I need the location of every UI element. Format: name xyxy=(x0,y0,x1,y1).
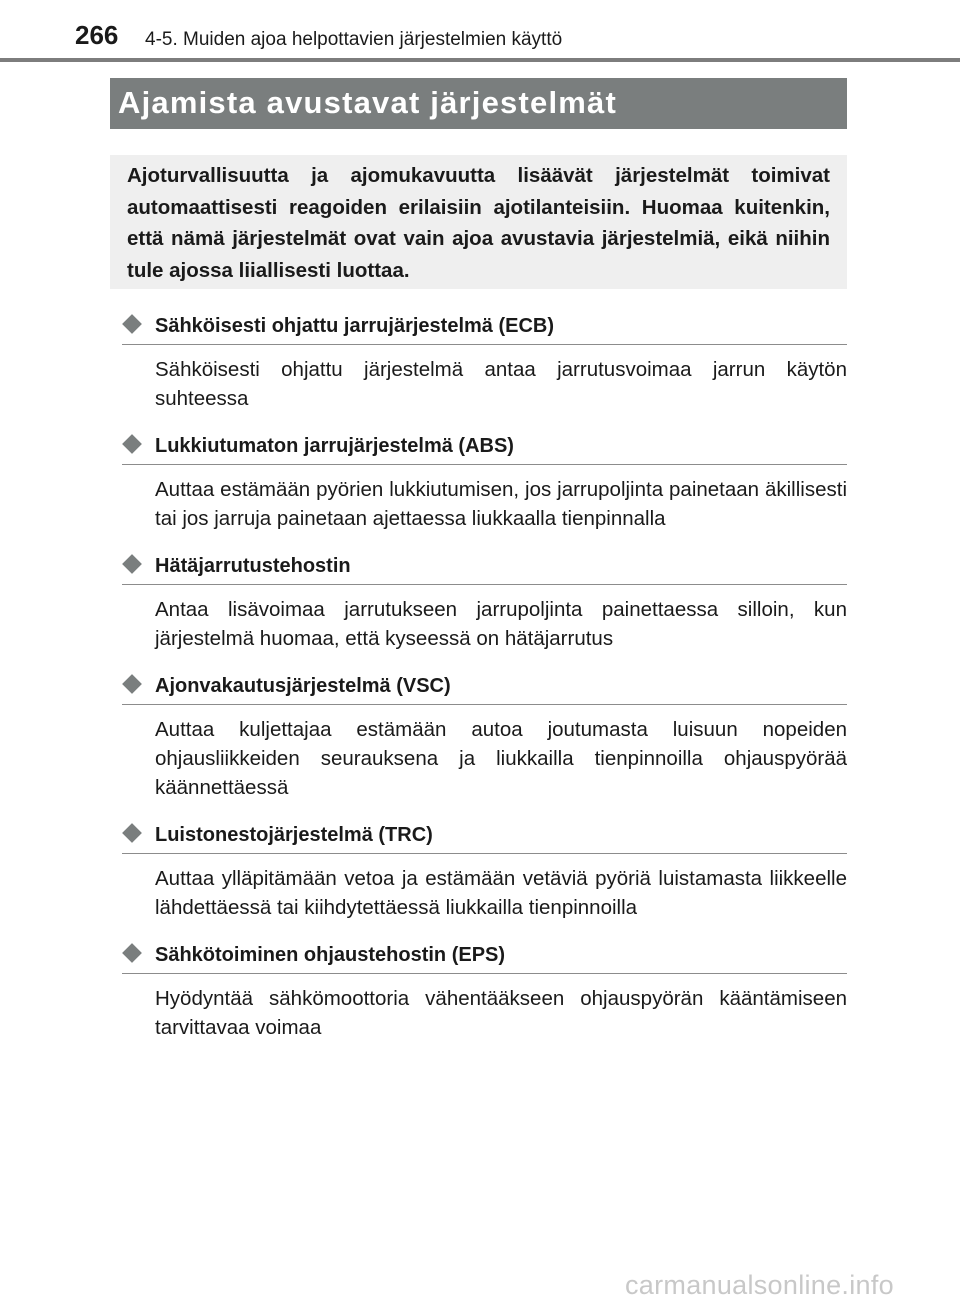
feature-description: Antaa lisävoimaa jarrutukseen jarrupoljinta painettaessa silloin, kun järjestelmä huomaa, että kyseessä on hätäjarrutus xyxy=(155,598,847,650)
feature-description: Sähköisesti ohjattu järjestelmä antaa jarrutusvoimaa jarrun käytön suhteessa xyxy=(155,358,847,410)
feature-item xyxy=(122,430,847,533)
intro-text: Ajoturvallisuutta ja ajomukavuutta lisäävät järjestelmät toimivat automaattisesti reagoiden erilaisiin ajotilanteisiin. Huomaa kuitenkin, että nämä järjestelmät ovat vain ajoa avustavia järjestelmiä, eikä niihin tule ajossa liiallisesti luottaa. xyxy=(127,164,830,282)
section-banner xyxy=(110,78,847,129)
feature-heading xyxy=(122,310,847,345)
diamond-bullet-icon xyxy=(122,434,142,454)
feature-title: Sähköisesti ohjattu jarrujärjestelmä (ECB) xyxy=(155,315,555,337)
feature-heading xyxy=(122,430,847,465)
feature-list xyxy=(122,310,847,1059)
diamond-bullet-icon xyxy=(122,314,142,334)
section-title: Ajamista avustavat järjestelmät xyxy=(118,85,617,120)
feature-item xyxy=(122,550,847,653)
diamond-bullet-icon xyxy=(122,943,142,963)
feature-title: Sähkötoiminen ohjaustehostin (EPS) xyxy=(155,944,506,966)
page-number: 266 xyxy=(75,20,119,50)
feature-item xyxy=(122,939,847,1042)
header-rule xyxy=(0,58,960,62)
feature-heading xyxy=(122,819,847,854)
feature-title: Luistonestojärjestelmä (TRC) xyxy=(155,824,433,846)
watermark: carmanualsonline.info xyxy=(625,1270,894,1300)
feature-item xyxy=(122,310,847,413)
diamond-bullet-icon xyxy=(122,554,142,574)
feature-title: Ajonvakautusjärjestelmä (VSC) xyxy=(155,675,451,697)
feature-heading xyxy=(122,670,847,705)
feature-description: Auttaa estämään pyörien lukkiutumisen, jos jarrupoljinta painetaan äkillisesti tai jos jarruja painetaan ajettaessa liukkaalla tienpinnalla xyxy=(155,478,847,530)
diamond-bullet-icon xyxy=(122,674,142,694)
feature-heading xyxy=(122,550,847,585)
feature-title: Hätäjarrutustehostin xyxy=(155,555,351,577)
chapter-title: 4-5. Muiden ajoa helpottavien järjestelmien käyttö xyxy=(145,29,563,50)
feature-description: Auttaa ylläpitämään vetoa ja estämään vetäviä pyöriä luistamasta liikkeelle lähdettäessä tai kiihdytettäessä liukkailla tienpinnoilla xyxy=(155,867,847,919)
feature-description: Hyödyntää sähkömoottoria vähentääkseen ohjauspyörän kääntämiseen tarvittavaa voimaa xyxy=(155,987,847,1039)
page-header xyxy=(0,0,960,60)
feature-item xyxy=(122,819,847,922)
feature-description: Auttaa kuljettajaa estämään autoa joutumasta luisuun nopeiden ohjausliikkeiden seurauksena ja liukkailla tienpinnoilla ohjauspyörää käännettäessä xyxy=(155,718,847,799)
intro-box xyxy=(110,155,847,289)
feature-title: Lukkiutumaton jarrujärjestelmä (ABS) xyxy=(155,435,514,457)
feature-item xyxy=(122,670,847,802)
diamond-bullet-icon xyxy=(122,823,142,843)
feature-heading xyxy=(122,939,847,974)
